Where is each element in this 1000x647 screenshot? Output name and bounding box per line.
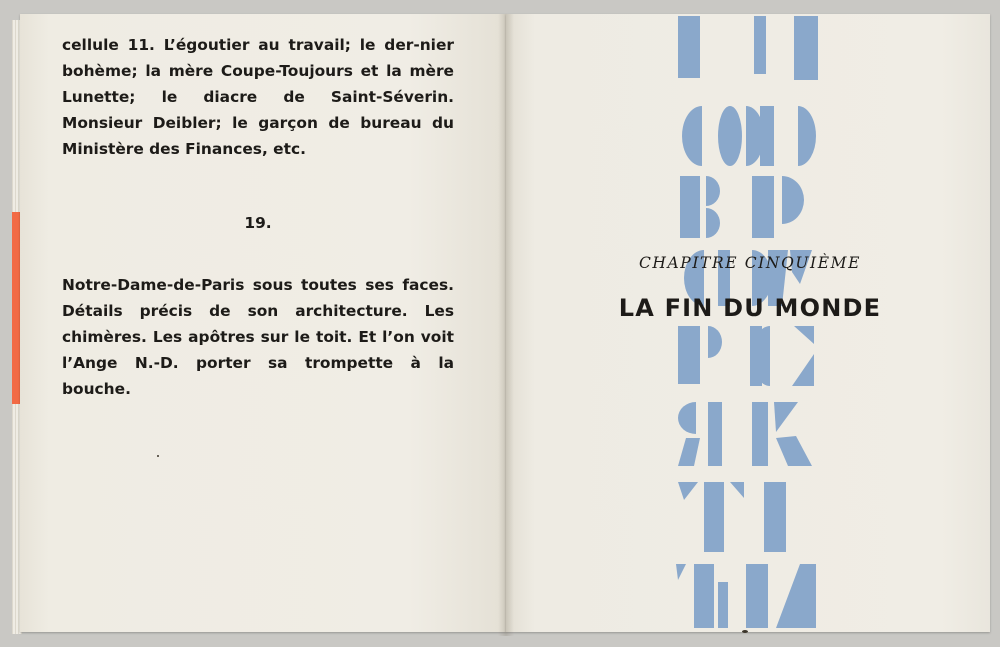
bookmark-ribbon (12, 212, 20, 404)
ink-speck (742, 630, 748, 633)
section-number: 19. (244, 214, 272, 232)
chapter-title: LA FIN DU MONDE (618, 294, 882, 322)
chapter-label: CHAPITRE CINQUIÈME (638, 254, 862, 272)
book-gutter (498, 14, 514, 636)
ink-speck (157, 455, 159, 457)
left-paragraph-2: Notre-Dame-de-Paris sous toutes ses faces. Détails précis de son architecture. Les chimères. Les apôtres sur le toit. Et l’on voit l’Ange N.-D. porter sa trompette à la bouche. (62, 276, 454, 398)
left-paragraph-1: cellule 11. L’égoutier au travail; le der-nier bohème; la mère Coupe-Toujours et la mère Lunette; le diacre de Saint-Séverin. Monsieur Deibler; le garçon de bureau du Ministère des Finances, etc. (62, 36, 454, 158)
